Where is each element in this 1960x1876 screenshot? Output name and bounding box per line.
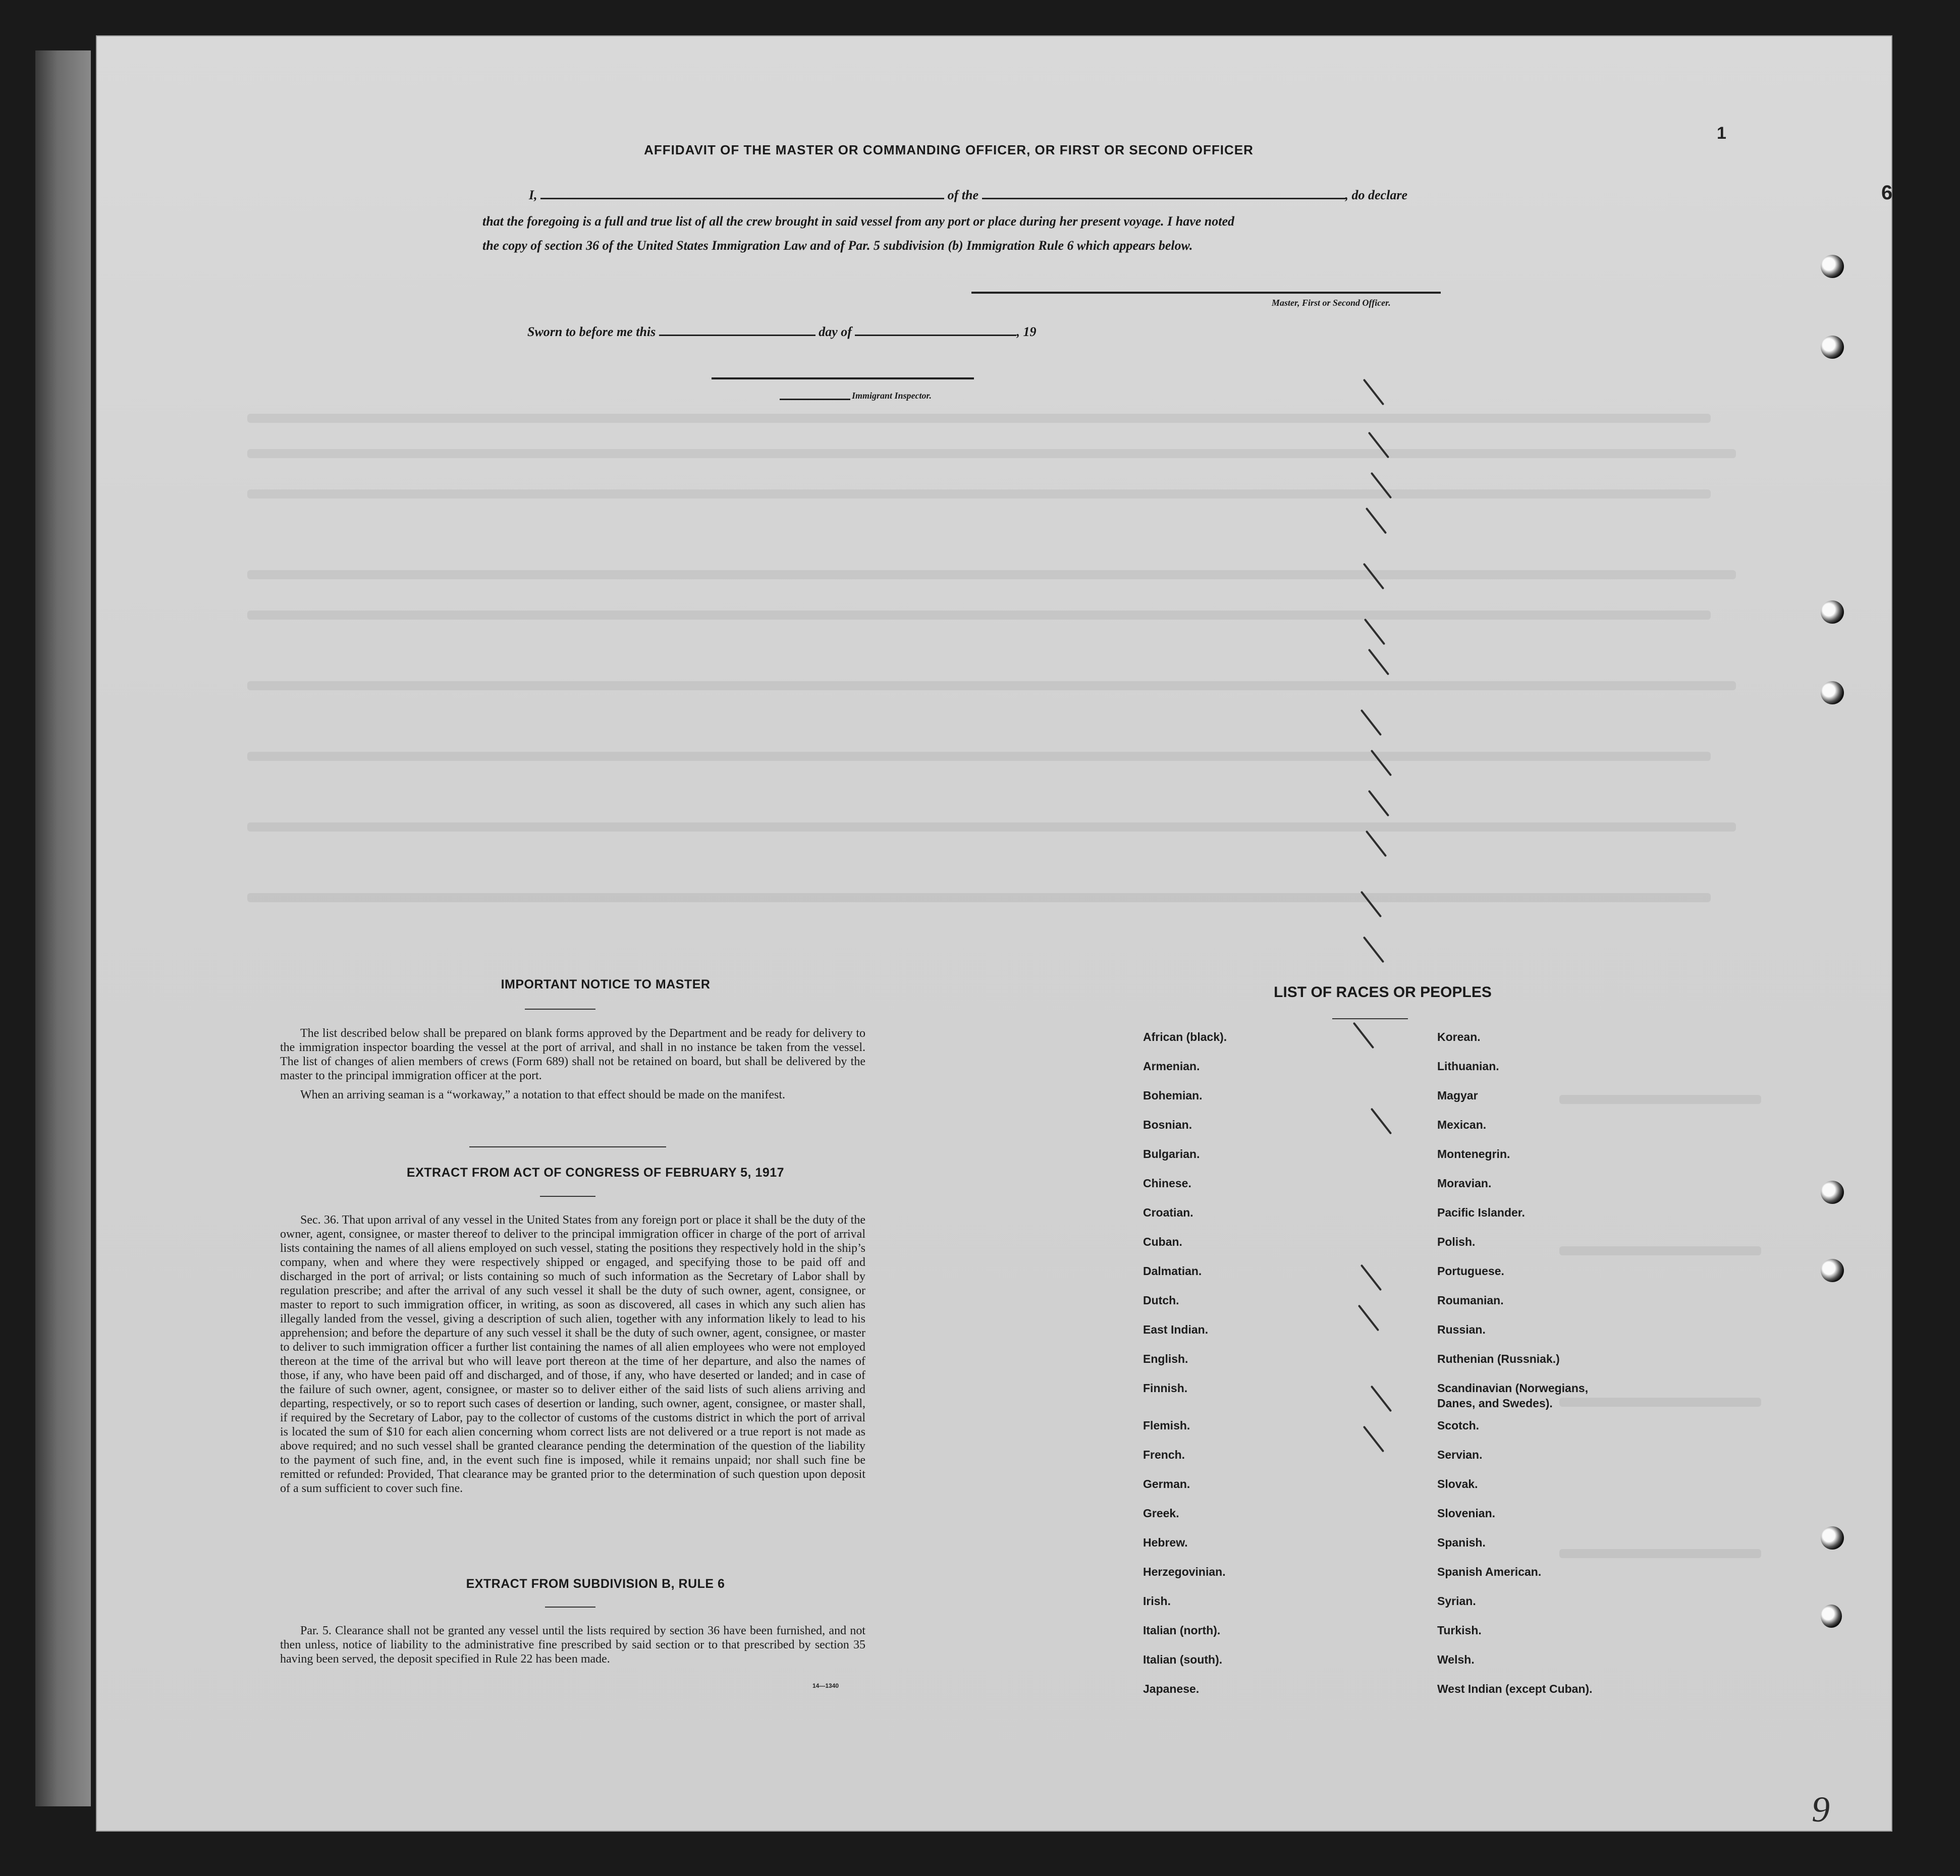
declarant-name-field[interactable] — [540, 198, 944, 199]
binding-strip — [35, 50, 91, 1806]
race-item: Bulgarian. — [1143, 1147, 1200, 1161]
inspector-caption-rule — [780, 399, 850, 400]
notice-title: IMPORTANT NOTICE TO MASTER — [501, 977, 711, 991]
vessel-name-field[interactable] — [982, 198, 1345, 199]
race-item: Japanese. — [1143, 1682, 1200, 1695]
sworn-day-field[interactable] — [659, 335, 815, 336]
race-item: Moravian. — [1437, 1177, 1492, 1190]
race-item: Scotch. — [1437, 1419, 1480, 1432]
par-5-text: Par. 5. Clearance shall not be granted any vessel until the lists required by section 36 have been furnished, and not then unless, notice of liability to the administrative fine prescribed by said section or to that prescribed by section 35 having been served, the deposit specified in Rule 22 has been made. — [280, 1624, 865, 1666]
inspector-caption: Immigrant Inspector. — [852, 391, 932, 401]
bleed-row — [247, 752, 1711, 761]
form-code: 14—1340 — [812, 1682, 839, 1689]
bleed-row — [247, 414, 1711, 423]
bleed-row — [247, 822, 1736, 832]
notice-paragraph-2: When an arriving seaman is a “workaway,” a notation to that effect should be made on the manifest. — [300, 1088, 785, 1101]
declare-label: , do declare — [1345, 188, 1407, 202]
binder-hole — [1821, 255, 1844, 278]
binder-hole — [1821, 1181, 1844, 1204]
bleed-row — [247, 570, 1736, 579]
races-right-column — [1437, 1029, 1593, 1711]
races-title: LIST OF RACES OR PEOPLES — [1274, 984, 1492, 1001]
divider — [469, 1146, 666, 1147]
race-item: Italian (south). — [1143, 1653, 1223, 1666]
affidavit-line-2: that the foregoing is a full and true list of all the crew brought in said vessel from any port or place during her present voyage. I have noted — [482, 214, 1235, 229]
race-item: Russian. — [1437, 1323, 1486, 1336]
rule-extract-body — [280, 1624, 865, 1671]
divider — [540, 1196, 595, 1197]
divider — [1332, 1018, 1408, 1019]
race-item: Hebrew. — [1143, 1536, 1188, 1549]
race-item: Dalmatian. — [1143, 1264, 1202, 1278]
race-item: Slovenian. — [1437, 1507, 1496, 1520]
race-item: Pacific Islander. — [1437, 1206, 1525, 1219]
race-item: Herzegovinian. — [1143, 1565, 1226, 1578]
race-item: Italian (north). — [1143, 1624, 1221, 1637]
section-36-text: Sec. 36. That upon arrival of any vessel in the United States from any foreign port or place it shall be the duty of the owner, agent, consignee, or master thereof to deliver to the principal immigration officer in charge of the port of arrival lists containing the names of all aliens employed on such vessel, stating the positions they respectively hold in the ship’s company, when and where they were respectively shipped or engaged, and specifying those to be paid off and discharged in the port of arrival; or lists containing so much of such information as the Secretary of Labor shall by regulation prescribe; and after the arrival of any such vessel it shall be the duty of such owner, agent, consignee, or master to report to such immigration officer, in writing, as soon as discovered, all cases in which any such alien has illegally landed from the vessel, giving a description of such alien, together with any information likely to lead to his apprehension; and before the departure of any such vessel it shall be the duty of such owner, agent, consignee, or master to deliver to such immigration officer a further list containing the names of all alien employees who were not employed thereon at the time of the arrival but who will leave port thereon at the time of her departure, and also the names of those, if any, who have been paid off and discharged, and of those, if any, who have deserted or landed; and in case of the failure of such owner, agent, consignee, or master so to deliver either of the said lists of such aliens arriving and departing, respectively, or so to report such cases of desertion or landing, such owner, agent, consignee, or master shall, if required by the Secretary of Labor, pay to the collector of customs of the customs district in which the port of arrival is located the sum of $10 for each alien concerning whom correct lists are not delivered or a true report is not made as above required; and no such vessel shall be granted clearance pending the determination of the question of the liability to the payment of such fine, and, in the event such fine is imposed, while it remains unpaid; nor shall such fine be remitted or refunded: Provided, That clearance may be granted prior to the determination of such question upon deposit of a sum sufficient to cover such fine. — [280, 1213, 865, 1495]
act-extract-body — [280, 1213, 865, 1501]
affidavit-title: AFFIDAVIT OF THE MASTER OR COMMANDING OFFICER, OR FIRST OR SECOND OFFICER — [644, 142, 1254, 157]
race-item: African (black). — [1143, 1030, 1227, 1043]
race-item: Croatian. — [1143, 1206, 1193, 1219]
binder-hole — [1821, 681, 1844, 704]
race-item: Bosnian. — [1143, 1118, 1192, 1131]
bleed-row — [247, 449, 1736, 458]
race-item: Flemish. — [1143, 1419, 1190, 1432]
notice-paragraph-1: The list described below shall be prepared on blank forms approved by the Department and be ready for delivery to the immigration inspector boarding the vessel at the port of arrival, and shall in no instance be taken from the vessel. The list of changes of alien members of crews (Form 689) shall not be retained on board, but shall be delivered by the master to the principal immigration officer at the port. — [280, 1027, 865, 1082]
binder-hole — [1821, 600, 1844, 624]
sworn-month-field[interactable] — [855, 335, 1016, 336]
race-item: West Indian (except Cuban). — [1437, 1682, 1593, 1695]
binder-hole — [1821, 1526, 1844, 1550]
year-label: , 19 — [1016, 324, 1037, 339]
race-item: Servian. — [1437, 1448, 1483, 1461]
race-item: Polish. — [1437, 1235, 1476, 1248]
race-item: Chinese. — [1143, 1177, 1191, 1190]
sworn-label: Sworn to before me this — [527, 324, 656, 339]
document-page — [96, 35, 1892, 1832]
day-of-label: day of — [819, 324, 852, 339]
race-item: Syrian. — [1437, 1594, 1476, 1608]
race-item: Welsh. — [1437, 1653, 1475, 1666]
races-left-column — [1143, 1029, 1227, 1711]
race-item: Scandinavian (Norwegians, Danes, and Swedes). — [1437, 1382, 1589, 1410]
race-item: Roumanian. — [1437, 1294, 1504, 1307]
divider — [545, 1607, 595, 1608]
race-item: German. — [1143, 1477, 1190, 1491]
bleed-row — [247, 611, 1711, 620]
inspector-signature-field[interactable] — [712, 377, 974, 379]
race-item: French. — [1143, 1448, 1185, 1461]
race-item: Portuguese. — [1437, 1264, 1504, 1278]
bleed-row — [247, 893, 1711, 902]
divider — [525, 1009, 595, 1010]
race-item: Montenegrin. — [1437, 1147, 1510, 1161]
handwritten-number: 9 — [1812, 1789, 1830, 1830]
race-item: Greek. — [1143, 1507, 1179, 1520]
corner-mark: 6 — [1881, 182, 1893, 204]
race-item: Ruthenian (Russniak.) — [1437, 1352, 1560, 1365]
sworn-line — [527, 324, 1036, 340]
race-item: Mexican. — [1437, 1118, 1487, 1131]
notice-body — [280, 1026, 865, 1107]
race-item: Lithuanian. — [1437, 1060, 1499, 1073]
page-mark: 1 — [1717, 124, 1726, 143]
race-item: Korean. — [1437, 1030, 1481, 1043]
race-item: Cuban. — [1143, 1235, 1182, 1248]
declarant-label: I, — [529, 188, 537, 202]
act-extract-title: EXTRACT FROM ACT OF CONGRESS OF FEBRUARY 5, 1917 — [406, 1166, 785, 1180]
race-item: Bohemian. — [1143, 1089, 1203, 1102]
race-item: Armenian. — [1143, 1060, 1200, 1073]
race-item: Spanish American. — [1437, 1565, 1542, 1578]
binder-hole — [1821, 1259, 1844, 1282]
race-item: Spanish. — [1437, 1536, 1486, 1549]
race-item: Dutch. — [1143, 1294, 1179, 1307]
race-item: English. — [1143, 1352, 1188, 1365]
bleed-row — [247, 489, 1711, 499]
affidavit-line-3: the copy of section 36 of the United States Immigration Law and of Par. 5 subdivision (b) Immigration Rule 6 which appears below. — [482, 238, 1193, 253]
binder-hole — [1821, 336, 1844, 359]
race-item: Finnish. — [1143, 1382, 1188, 1395]
race-item: Slovak. — [1437, 1477, 1478, 1491]
race-item: East Indian. — [1143, 1323, 1209, 1336]
rule-extract-title: EXTRACT FROM SUBDIVISION B, RULE 6 — [466, 1577, 725, 1591]
bleed-row — [247, 681, 1736, 690]
affidavit-line-1 — [529, 188, 1407, 203]
race-item: Irish. — [1143, 1594, 1171, 1608]
master-signature-caption: Master, First or Second Officer. — [1272, 298, 1391, 308]
race-item: Turkish. — [1437, 1624, 1482, 1637]
race-item: Magyar — [1437, 1089, 1478, 1102]
vessel-label: of the — [947, 188, 979, 202]
binder-hole — [1821, 1605, 1842, 1628]
master-signature-field[interactable] — [971, 292, 1441, 294]
